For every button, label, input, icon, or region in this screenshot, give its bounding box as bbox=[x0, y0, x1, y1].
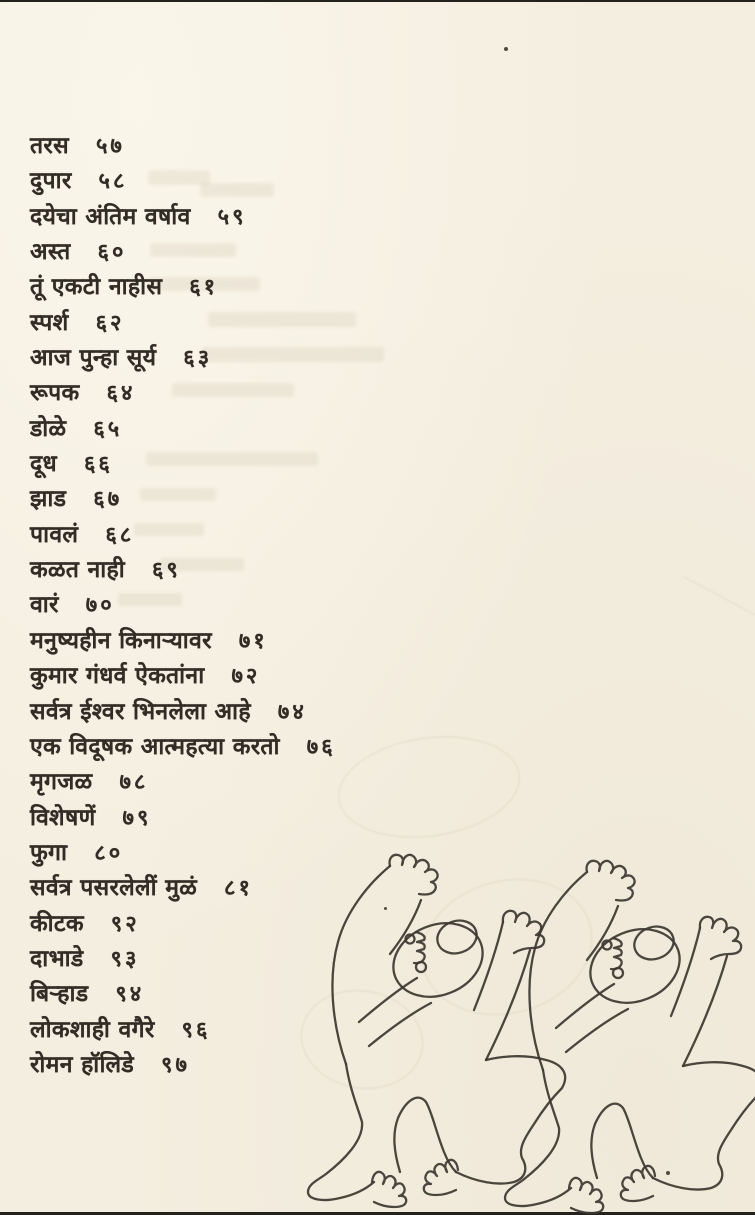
toc-entry-page-number: ७२ bbox=[231, 664, 261, 690]
toc-entry-title: दुपार bbox=[30, 168, 72, 195]
toc-entry-title: लोकशाही वगैरे bbox=[30, 1016, 155, 1043]
toc-entry-title: कुमार गंधर्व ऐकतांना bbox=[30, 663, 205, 690]
bleed-through-artifact bbox=[683, 576, 755, 622]
toc-entry bbox=[30, 729, 336, 764]
toc-entry bbox=[30, 764, 336, 799]
toc-entry bbox=[30, 128, 336, 163]
dancing-figure bbox=[308, 855, 565, 1207]
toc-entry-title: स्पर्श bbox=[30, 309, 69, 336]
toc-entry bbox=[30, 658, 336, 693]
toc-entry-page-number: ६२ bbox=[95, 310, 125, 336]
toc-entry bbox=[30, 411, 336, 446]
toc-entry-page-number: ५८ bbox=[98, 169, 128, 195]
scan-speck bbox=[504, 47, 508, 51]
toc-entry-title: एक विदूषक आत्महत्या करतो bbox=[30, 733, 280, 760]
toc-entry-page-number: ५९ bbox=[217, 204, 247, 230]
scan-edge-top bbox=[0, 0, 755, 2]
toc-entry bbox=[30, 835, 336, 870]
toc-entry bbox=[30, 163, 336, 198]
toc-entry-title: बिऱ्हाड bbox=[30, 981, 89, 1008]
toc-entry-title: मृगजळ bbox=[30, 769, 93, 796]
toc-entry bbox=[30, 446, 336, 481]
toc-entry-title: दयेचा अंतिम वर्षाव bbox=[30, 203, 191, 230]
toc-entry-page-number: ६३ bbox=[183, 346, 213, 372]
table-of-contents bbox=[30, 128, 336, 1082]
toc-entry-title: दाभाडे bbox=[30, 945, 84, 972]
toc-entry-title: रोमन हॉलिडे bbox=[30, 1051, 135, 1078]
toc-entry-title: झाड bbox=[30, 486, 67, 513]
toc-entry-title: दूध bbox=[30, 451, 57, 478]
toc-entry-page-number: ६४ bbox=[106, 381, 136, 407]
toc-entry-page-number: ८१ bbox=[224, 876, 253, 902]
toc-entry-page-number: ९२ bbox=[110, 911, 140, 937]
toc-entry-page-number: ७४ bbox=[277, 699, 307, 725]
toc-entry-page-number: ७० bbox=[85, 593, 115, 619]
toc-entry bbox=[30, 623, 336, 658]
toc-entry-title: कळत नाही bbox=[30, 557, 125, 584]
toc-entry-title: रूपक bbox=[30, 380, 80, 407]
toc-entry-title: मनुष्यहीन किनाऱ्यावर bbox=[30, 627, 212, 654]
toc-entry-title: पावलं bbox=[30, 521, 79, 548]
toc-entry bbox=[30, 199, 336, 234]
toc-entry bbox=[30, 906, 336, 941]
toc-entry-title: अस्त bbox=[30, 239, 71, 266]
toc-entry bbox=[30, 517, 336, 552]
toc-entry bbox=[30, 481, 336, 516]
toc-entry bbox=[30, 375, 336, 410]
toc-entry bbox=[30, 305, 336, 340]
toc-entry bbox=[30, 340, 336, 375]
toc-entry-page-number: ९४ bbox=[115, 982, 145, 1008]
toc-entry bbox=[30, 269, 336, 304]
toc-entry bbox=[30, 552, 336, 587]
toc-entry-title: वारं bbox=[30, 592, 59, 619]
toc-entry-page-number: ९७ bbox=[161, 1052, 190, 1078]
toc-entry-page-number: ६५ bbox=[93, 416, 123, 442]
toc-entry-title: कीटक bbox=[30, 910, 84, 937]
toc-entry-page-number: ६१ bbox=[189, 275, 219, 301]
toc-entry-title: आज पुन्हा सूर्य bbox=[30, 345, 157, 372]
toc-entry-page-number: ६६ bbox=[83, 452, 113, 478]
toc-entry bbox=[30, 587, 336, 622]
toc-entry bbox=[30, 941, 336, 976]
toc-entry bbox=[30, 800, 336, 835]
toc-entry bbox=[30, 1012, 336, 1047]
dancing-figure bbox=[505, 861, 755, 1213]
toc-entry-title: फुगा bbox=[30, 839, 68, 866]
scan-speck bbox=[384, 907, 387, 910]
toc-entry-page-number: ९६ bbox=[181, 1017, 211, 1043]
toc-entry-page-number: ६० bbox=[97, 240, 127, 266]
toc-entry-page-number: ६७ bbox=[93, 487, 123, 513]
toc-entry bbox=[30, 870, 336, 905]
toc-entry-page-number: ९३ bbox=[110, 946, 140, 972]
toc-entry-title: विशेषणें bbox=[30, 804, 96, 831]
toc-entry-title: तरस bbox=[30, 133, 69, 159]
two-dancing-figures-illustration bbox=[280, 820, 755, 1215]
toc-entry-page-number: ६८ bbox=[105, 522, 135, 548]
toc-entry-page-number: ५७ bbox=[95, 134, 125, 159]
toc-entry-page-number: ७८ bbox=[119, 770, 149, 796]
toc-entry-page-number: ८० bbox=[94, 840, 124, 866]
toc-entry-title: सर्वत्र ईश्वर भिनलेला आहे bbox=[30, 698, 251, 725]
toc-entry-page-number: ७९ bbox=[122, 805, 152, 831]
toc-entry bbox=[30, 976, 336, 1011]
scan-speck bbox=[666, 1171, 670, 1175]
toc-entry-title: डोळे bbox=[30, 415, 67, 442]
toc-entry-title: तूं एकटी नाहीस bbox=[30, 274, 163, 301]
toc-entry-title: सर्वत्र पसरलेलीं मुळं bbox=[30, 875, 198, 902]
toc-entry-page-number: ६९ bbox=[151, 558, 181, 584]
toc-entry bbox=[30, 234, 336, 269]
toc-entry-page-number: ७१ bbox=[238, 628, 268, 654]
toc-entry-page-number: ७६ bbox=[306, 734, 336, 760]
toc-entry bbox=[30, 694, 336, 729]
toc-entry bbox=[30, 1047, 336, 1082]
